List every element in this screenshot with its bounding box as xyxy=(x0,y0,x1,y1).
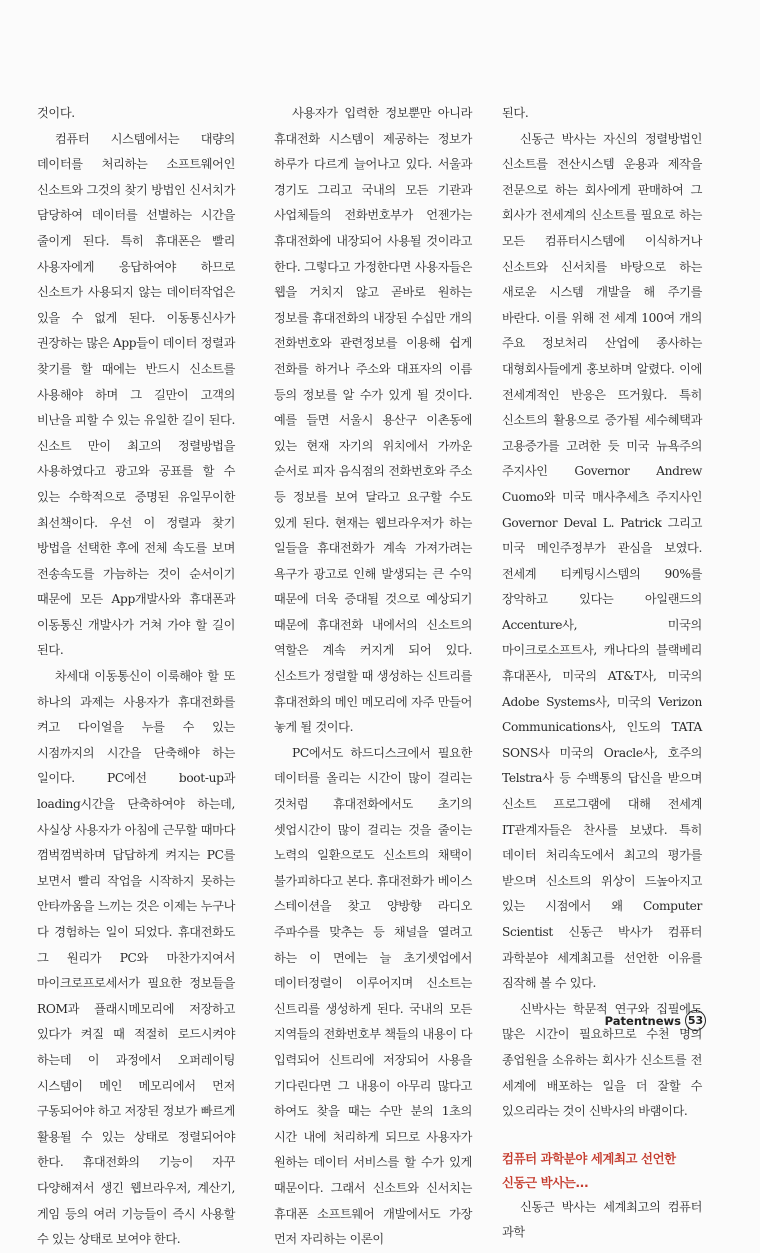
page-number: 53 xyxy=(685,1010,706,1031)
paragraph: 사용자가 입력한 정보뿐만 아니라 휴대전화 시스템이 제공하는 정보가 하루가 다르게 늘어나고 있다. 서울과 경기도 그리고 국내의 모든 기관과 사업체들의 전화번호부가 언젠가는 휴대전화에 내장되어 사용될 것이라고 한다. 그렇다고 가정한다면 사용자들은 웹을 거치지 않고 곧바로 원하는 정보를 휴대전화의 내장된 수십만 개의 전화번호와 관련정보를 이용해 쉽게 전화를 하거나 주소와 대표자의 이름 등의 정보를 알 수가 있게 될 것이다. 예를 들면 서울시 용산구 이촌동에 있는 현재 자기의 위치에서 가까운 순서로 피자 음식점의 전화번호와 주소 등 정보를 보여 달라고 요구할 수도 있게 된다. 현재는 웹브라우저가 하는 일들을 휴대전화가 계속 가져가려는 욕구가 광고로 인해 발생되는 큰 수익 때문에 더욱 증대될 것으로 예상되기 때문에 휴대전화 내에서의 신소트의 역할은 계속 커지게 되어 있다. 신소트가 정렬할 때 생성하는 신트리를 휴대전화의 메인 메모리에 자주 만들어 놓게 될 것이다. xyxy=(274,106,472,735)
paragraph: 된다. xyxy=(502,106,529,120)
paragraph: 신동근 박사는 자신의 정렬방법인 신소트를 전산시스템 운용과 제작을 전문으로 하는 회사에게 판매하여 그 회사가 전세계의 신소트를 필요로 하는 모든 컴퓨터시스템에 이식하거나 신소트와 신서치를 바탕으로 하는 새로운 시스템 개발을 해 주기를 바란다. 이를 위해 전 세계 100여 개의 주요 정보처리 산업에 종사하는 대형회사들에게 홍보하며 알렸다. 이에 전세계적인 반응은 뜨거웠다. 특히 신소트의 활용으로 증가될 세수혜택과 고용증가를 고려한 듯 미국 뉴욕주의 주지사인 Governor Andrew Cuomo와 미국 매사추세츠 주지사인 Governor Deval L. Patrick 그리고 미국 메인주정부가 관심을 보였다. 전세계 티케팅시스템의 90%를 장악하고 있다는 아일랜드의 Accenture사, 미국의 마이크로소프트사, 캐나다의 블랙베리 휴대폰사, 미국의 AT&T사, 미국의 Adobe Systems사, 미국의 Verizon Communications사, 인도의 TATA SONS사 미국의 Oracle사, 호주의 Telstra사 등 수백통의 답신을 받으며 신소트 프로그램에 대해 전세계 IT관계자들은 찬사를 보냈다. 특히 데이터 처리속도에서 최고의 평가를 받으며 신소트의 위상이 드높아지고 있는 시점에서 왜 Computer Scientist 신동근 박사가 컴퓨터 과학분야 세계최고를 선언한 이유를 짐작해 볼 수 있다. xyxy=(502,131,702,991)
article-column-3 xyxy=(502,101,702,1246)
paragraph: 차세대 이동통신이 이룩해야 할 또 하나의 과제는 사용자가 휴대전화를 켜고 다이얼을 누를 수 있는 시점까지의 시간을 단축해야 하는 일이다. PC에선 boot-up과 loading시간을 단축하여야 하는데, 사실상 사용자가 아침에 근무할 때마다 껌벅껌벅하며 답답하게 켜지는 PC를 보면서 빨리 작업을 시작하지 못하는 안타까움을 느끼는 것은 이제는 누구나 다 경험하는 일이 되었다. 휴대전화도 그 원리가 PC와 마찬가지여서 마이크로프로세서가 필요한 정보들을 ROM과 플래시메모리에 저장하고 있다가 켜질 때 적절히 로드시켜야 하는데 이 과정에서 오퍼레이팅 시스템이 메인 메모리에서 먼저 구동되어야 하고 저장된 정보가 빠르게 활용될 수 있는 상태로 정렬되어야 한다. 휴대전화의 기능이 자꾸 다양해져서 생긴 웹브라우저, 계산기, 게임 등의 여러 기능들이 즉시 사용할 수 있는 상태로 보여야 한다. xyxy=(37,669,235,1247)
paragraph: 신박사는 학문적 연구와 집필에도 많은 시간이 필요하므로 수천 명의 종업원을 소유하는 회사가 신소트를 전 세계에 배포하는 일을 더 잘할 수 있으리라는 것이 신박사의 바램이다. xyxy=(502,1001,702,1119)
article-column-1 xyxy=(37,101,235,1253)
subheading-line-2: 신동근 박사는... xyxy=(502,1174,589,1190)
paragraph: PC에서도 하드디스크에서 필요한 데이터를 올리는 시간이 많이 걸리는 것처럼 휴대전화에서도 초기의 셋업시간이 많이 걸리는 것을 줄이는 노력의 일환으로도 신소트의 채택이 불가피하다고 본다. 휴대전화가 베이스 스테이션을 찾고 양방향 라디오 주파수를 맞추는 등 채널을 열려고 하는 이 면에는 늘 초기셋업에서 데이터정렬이 이루어지며 신소트는 신트리를 생성하게 된다. 국내의 모든 지역들의 전화번호부 책들의 내용이 다 입력되어 신트리에 저장되어 사용을 기다린다면 그 내용이 아무리 많다고 하여도 찾을 때는 수만 분의 1초의 시간 내에 처리하게 되므로 사용자가 원하는 데이터 서비스를 할 수가 있게 때문이다. 그래서 신소트와 신서치는 휴대폰 소프트웨어 개발에서도 가장 먼저 자리하는 이론이 xyxy=(274,745,472,1247)
section-subheading xyxy=(502,1147,702,1195)
magazine-name: Patentnews xyxy=(604,1013,681,1028)
paragraph: 컴퓨터 시스템에서는 대량의 데이터를 처리하는 소프트웨어인 신소트와 그것의 찾기 방법인 신서치가 담당하여 데이터를 선별하는 시간을 줄이게 된다. 특히 휴대폰은 빨리 사용자에게 응답하여야 하므로 신소트가 사용되지 않는 데이터작업은 있을 수 없게 된다. 이동통신사가 권장하는 많은 App들이 데이터 정렬과 찾기를 할 때에는 반드시 신소트를 사용해야 하며 그 길만이 고객의 비난을 피할 수 있는 유일한 길이 된다. 신소트 만이 최고의 정렬방법을 사용하였다고 광고와 공표를 할 수 있는 수학적으로 증명된 유일무이한 최선책이다. 우선 이 정렬과 찾기 방법을 선택한 후에 전체 속도를 보며 전송속도를 가늠하는 것이 순서이기 때문에 모든 App개발사와 휴대폰과 이동통신 개발사가 거쳐 가야 할 길이 된다. xyxy=(37,131,235,658)
article-column-2 xyxy=(274,101,472,1253)
paragraph: 신동근 박사는 세계최고의 컴퓨터 과학 xyxy=(502,1199,702,1240)
subheading-line-1: 컴퓨터 과학분야 세계최고 선언한 xyxy=(502,1150,676,1166)
page-footer xyxy=(605,1010,706,1031)
paragraph: 것이다. xyxy=(37,106,75,120)
